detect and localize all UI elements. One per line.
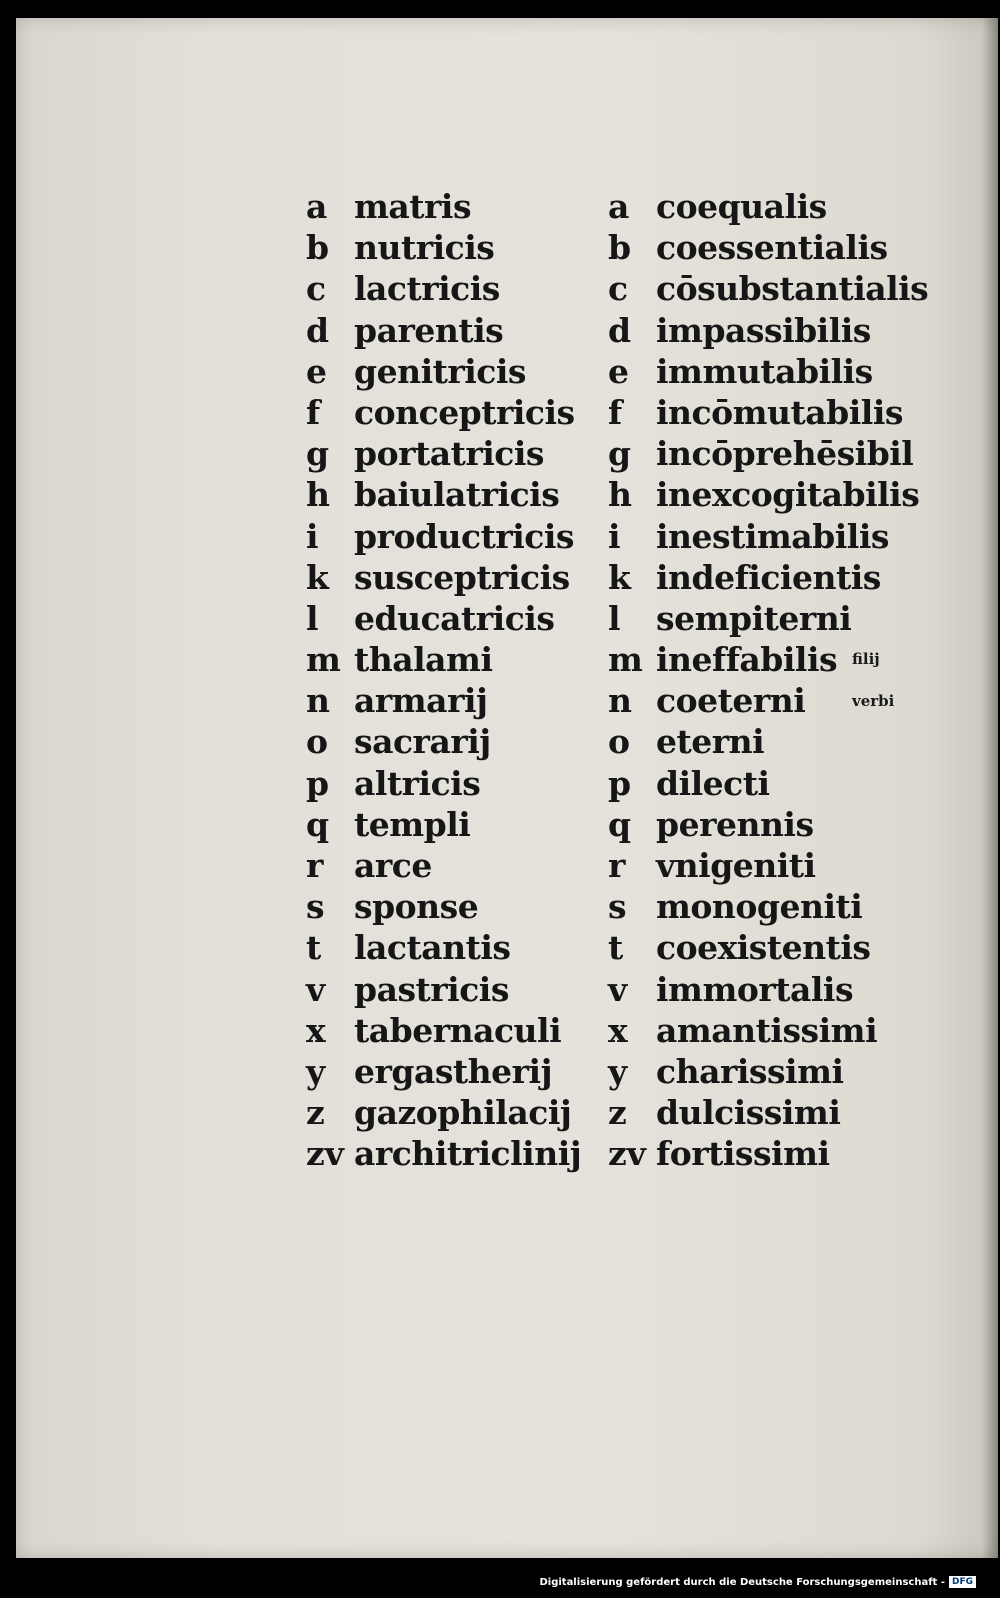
dfg-logo: DFG <box>949 1576 976 1588</box>
list-item <box>306 516 581 557</box>
row-word: monogeniti <box>656 887 863 927</box>
row-letter: b <box>608 228 632 268</box>
row-word: altricis <box>354 763 481 803</box>
row-letter: z <box>306 1093 325 1133</box>
list-item <box>608 1010 928 1051</box>
row-letter: x <box>608 1010 628 1050</box>
row-letter: y <box>608 1051 628 1091</box>
list-item <box>608 227 928 268</box>
row-word: perennis <box>656 804 814 844</box>
row-letter: o <box>306 722 329 762</box>
row-letter: e <box>306 351 327 391</box>
row-letter: p <box>306 763 330 803</box>
row-word: impassibilis <box>656 310 871 350</box>
row-word: productricis <box>354 516 575 556</box>
row-letter: r <box>306 846 324 885</box>
row-word: indeficientis <box>656 557 881 597</box>
row-word: tabernaculi <box>354 1010 562 1050</box>
list-item <box>306 845 581 886</box>
row-letter: o <box>608 722 631 762</box>
list-item <box>306 927 581 968</box>
row-letter: k <box>608 557 631 597</box>
row-letter: r <box>608 846 626 885</box>
row-letter: k <box>306 557 329 597</box>
row-letter: a <box>608 187 630 226</box>
row-word: immortalis <box>656 969 854 1009</box>
list-item <box>306 680 581 721</box>
row-word: incōmutabilis <box>656 392 903 432</box>
row-word: vnigeniti <box>656 846 816 885</box>
list-item <box>306 310 581 351</box>
row-word: architriclinij <box>354 1134 582 1174</box>
row-letter: m <box>306 640 341 680</box>
row-letter: h <box>608 475 632 515</box>
row-word: susceptricis <box>354 557 570 597</box>
list-item <box>608 763 928 804</box>
row-letter: v <box>306 969 326 1009</box>
row-letter: zv <box>306 1134 344 1174</box>
list-item <box>608 886 928 927</box>
row-word: coessentialis <box>656 228 888 268</box>
row-word: coeterni <box>656 681 806 721</box>
list-item <box>306 1051 581 1092</box>
row-letter: b <box>306 228 330 268</box>
right-column <box>608 186 928 1175</box>
row-word: ineffabilis <box>656 640 838 680</box>
row-word: fortissimi <box>656 1134 830 1174</box>
page-gutter-shadow <box>982 18 998 1558</box>
row-word: gazophilacij <box>354 1093 572 1133</box>
row-letter: n <box>306 681 330 721</box>
list-item <box>608 516 928 557</box>
list-item <box>608 598 928 639</box>
list-item <box>608 474 928 515</box>
list-item <box>608 1051 928 1092</box>
row-letter: v <box>608 969 628 1009</box>
list-item <box>608 721 928 762</box>
list-item <box>608 969 928 1010</box>
row-letter: h <box>306 475 330 515</box>
row-word: lactricis <box>354 269 500 309</box>
row-word: sempiterni <box>656 598 852 638</box>
row-word: dilecti <box>656 763 770 803</box>
list-item <box>608 804 928 845</box>
row-letter: q <box>306 804 330 844</box>
row-word: cōsubstantialis <box>656 269 929 309</box>
row-letter: z <box>608 1093 627 1133</box>
row-word: genitricis <box>354 351 526 391</box>
row-word: templi <box>354 804 471 844</box>
row-letter: m <box>608 640 643 680</box>
list-item <box>608 310 928 351</box>
row-word: arce <box>354 846 432 885</box>
row-letter: c <box>608 269 629 309</box>
list-item <box>306 433 581 474</box>
row-letter: y <box>306 1051 326 1091</box>
list-item <box>306 886 581 927</box>
row-word: coequalis <box>656 187 827 226</box>
list-item <box>306 721 581 762</box>
row-letter: q <box>608 804 632 844</box>
row-letter: d <box>306 310 330 350</box>
list-item <box>306 598 581 639</box>
credit-text: Digitalisierung gefördert durch die Deutsche Forschungsgemeinschaft - <box>539 1576 945 1588</box>
list-item <box>306 639 581 680</box>
row-word: charissimi <box>656 1051 844 1091</box>
row-word: inexcogitabilis <box>656 475 920 515</box>
list-item <box>306 763 581 804</box>
row-letter: i <box>608 516 621 556</box>
row-word: parentis <box>354 310 504 350</box>
row-letter: x <box>306 1010 326 1050</box>
list-item <box>608 433 928 474</box>
row-letter: l <box>306 598 319 638</box>
row-letter: a <box>306 187 328 226</box>
row-word: pastricis <box>354 969 509 1009</box>
row-word: conceptricis <box>354 392 575 432</box>
row-letter: n <box>608 681 632 721</box>
row-word: thalami <box>354 640 493 680</box>
row-word: dulcissimi <box>656 1093 841 1133</box>
row-word: coexistentis <box>656 928 871 968</box>
row-word: eterni <box>656 722 765 762</box>
row-word: lactantis <box>354 928 511 968</box>
row-letter: s <box>608 887 627 927</box>
row-word: ergastherij <box>354 1051 553 1091</box>
list-item <box>608 186 928 227</box>
row-word: matris <box>354 187 472 226</box>
row-word: sponse <box>354 887 479 927</box>
list-item <box>608 1133 928 1174</box>
row-word: nutricis <box>354 228 495 268</box>
list-item <box>608 927 928 968</box>
row-word: immutabilis <box>656 351 873 391</box>
list-item <box>306 351 581 392</box>
marginal-note-filij: filij <box>852 650 880 668</box>
list-item <box>608 845 928 886</box>
list-item <box>608 392 928 433</box>
left-column <box>306 186 581 1175</box>
list-item <box>306 969 581 1010</box>
row-letter: i <box>306 516 319 556</box>
list-item <box>608 268 928 309</box>
row-word: armarij <box>354 681 488 721</box>
list-item <box>608 557 928 598</box>
list-item <box>306 227 581 268</box>
digitization-credit <box>539 1576 976 1588</box>
list-item <box>306 474 581 515</box>
row-word: amantissimi <box>656 1010 878 1050</box>
list-item <box>306 186 581 227</box>
row-letter: f <box>608 392 623 432</box>
list-item <box>306 392 581 433</box>
row-letter: c <box>306 269 327 309</box>
row-letter: s <box>306 887 325 927</box>
row-word: baiulatricis <box>354 475 560 515</box>
row-letter: d <box>608 310 632 350</box>
row-word: portatricis <box>354 434 544 474</box>
marginal-note-verbi: verbi <box>852 692 895 710</box>
list-item <box>306 1010 581 1051</box>
row-letter: g <box>306 434 330 474</box>
row-letter: zv <box>608 1134 646 1174</box>
list-item <box>306 268 581 309</box>
row-word: educatricis <box>354 598 555 638</box>
row-word: sacrarij <box>354 722 491 762</box>
list-item <box>306 557 581 598</box>
row-letter: t <box>608 928 624 968</box>
row-word: incōprehēsibil <box>656 434 914 474</box>
book-page <box>16 18 998 1558</box>
list-item <box>306 1092 581 1133</box>
list-item <box>608 1092 928 1133</box>
list-item <box>306 804 581 845</box>
row-letter: p <box>608 763 632 803</box>
row-letter: t <box>306 928 322 968</box>
row-letter: g <box>608 434 632 474</box>
row-word: inestimabilis <box>656 516 889 556</box>
list-item <box>608 639 928 680</box>
row-letter: e <box>608 351 629 391</box>
list-item <box>306 1133 581 1174</box>
list-item <box>608 351 928 392</box>
row-letter: l <box>608 598 621 638</box>
row-letter: f <box>306 392 321 432</box>
